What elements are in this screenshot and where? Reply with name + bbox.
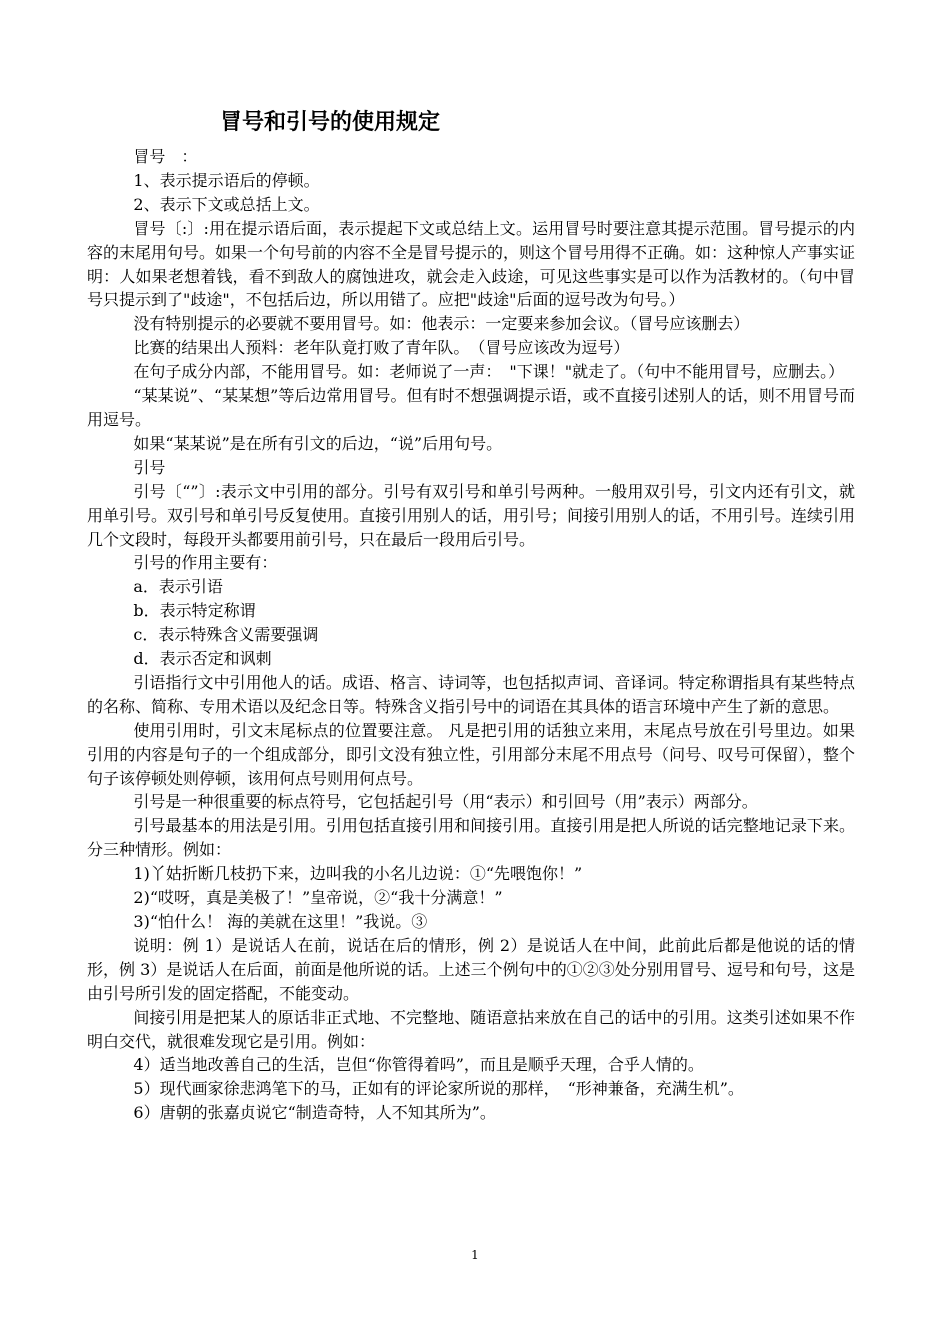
paragraph: b．表示特定称谓: [133, 601, 256, 621]
paragraph: 2)“哎呀，真是美极了！”皇帝说，②“我十分满意！”: [133, 888, 503, 908]
paragraph: 引语指行文中引用他人的话。成语、格言、诗词等，也包括拟声词、音译词。特定称谓指具有某些特点的名称、简称、专用术语以及纪念日等。特殊含义指引号中的词语在其具体的语言环境中产生了新的意思。: [87, 672, 855, 716]
paragraph: 引号的作用主要有：: [133, 553, 278, 573]
paragraph: a．表示引语: [133, 577, 223, 597]
paragraph: 2、表示下文或总括上文。: [133, 194, 320, 214]
paragraph: 引号: [133, 457, 166, 477]
paragraph: 冒号 ：: [133, 147, 198, 166]
document-body: [87, 145, 855, 1125]
paragraph: c．表示特殊含义需要强调: [133, 625, 319, 645]
paragraph: 引号是一种很重要的标点符号，它包括起引号（用“表示）和引回号（用”表示）两部分。: [133, 792, 758, 812]
paragraph: 3)“怕什么！ 海的美就在这里！”我说。③: [133, 912, 428, 931]
paragraph: “某某说”、“某某想”等后边常用冒号。但有时不想强调提示语，或不直接引述别人的话，则不用冒号而用逗号。: [87, 386, 855, 429]
paragraph: 5）现代画家徐悲鸿笔下的马，正如有的评论家所说的那样， “形神兼备，充满生机”。: [133, 1079, 744, 1099]
paragraph: 没有特别提示的必要就不要用冒号。如：他表示：一定要来参加会议。（冒号应该删去）: [133, 314, 750, 334]
paragraph: 1)丫姑折断几枝扔下来，边叫我的小名儿边说：①“先喂饱你！”: [133, 864, 583, 884]
document-title: 冒号和引号的使用规定: [220, 110, 441, 135]
paragraph: 4）适当地改善自己的生活，岂但“你管得着吗”，而且是顺乎天理，合乎人情的。: [133, 1055, 704, 1075]
paragraph: 引号最基本的用法是引用。引用包括直接引用和间接引用。直接引用是把人所说的话完整地记录下来。分三种情形。例如：: [87, 816, 855, 860]
paragraph: 使用引用时，引文末尾标点的位置要注意。 凡是把引用的话独立来用，末尾点号放在引号里边。如果引用的内容是句子的一个组成部分，即引文没有独立性，引用部分末尾不用点号（问号、叹号可保留），整个句子该停顿处则停顿，该用何点号则用何点号。: [87, 720, 855, 788]
paragraph: d．表示否定和讽刺: [133, 649, 272, 669]
paragraph: 引号〔“”〕:表示文中引用的部分。引号有双引号和单引号两种。一般用双引号，引文内还有引文，就用单引号。双引号和单引号反复使用。直接引用别人的话，用引号；间接引用别人的话，不用引号。连续引用几个文段时，每段开头都要用前引号，只在最后一段用后引号。: [87, 481, 856, 549]
paragraph: 说明：例 1）是说话人在前，说话在后的情形，例 2）是说话人在中间，此前此后都是他说的话的情形，例 3）是说话人在后面，前面是他所说的话。上述三个例句中的①②③处分别用冒号、逗号和句号，这是由引号所引发的固定搭配，不能变动。: [87, 935, 855, 1003]
paragraph: 比赛的结果出人预料：老年队竟打败了青年队。 （冒号应该改为逗号）: [133, 338, 630, 358]
paragraph: 如果“某某说”是在所有引文的后边，“说”后用句号。: [133, 433, 503, 453]
paragraph: 冒号〔:〕:用在提示语后面，表示提起下文或总结上文。运用冒号时要注意其提示范围。冒号提示的内容的末尾用句号。如果一个句号前的内容不全是冒号提示的，则这个冒号用得不正确。如：这种惊人产事实证明：人如果老想着钱，看不到敌人的腐蚀进攻，就会走入歧途，可见这些事实是可以作为活教材的。（句中冒号只提示到了"歧途"，不包括后边，所以用错了。应把"歧途"后面的逗号改为句号。）: [87, 218, 856, 310]
paragraph: 6）唐朝的张嘉贞说它“制造奇特，人不知其所为”。: [133, 1103, 496, 1123]
paragraph: 在句子成分内部，不能用冒号。如：老师说了一声： "下课！"就走了。（句中不能用冒号，应删去。）: [133, 362, 845, 382]
paragraph: 间接引用是把某人的原话非正式地、不完整地、随语意拈来放在自己的话中的引用。这类引述如果不作明白交代，就很难发现它是引用。例如：: [87, 1007, 855, 1051]
paragraph: 1、表示提示语后的停顿。: [133, 170, 320, 190]
page-number: 1: [471, 1248, 479, 1262]
